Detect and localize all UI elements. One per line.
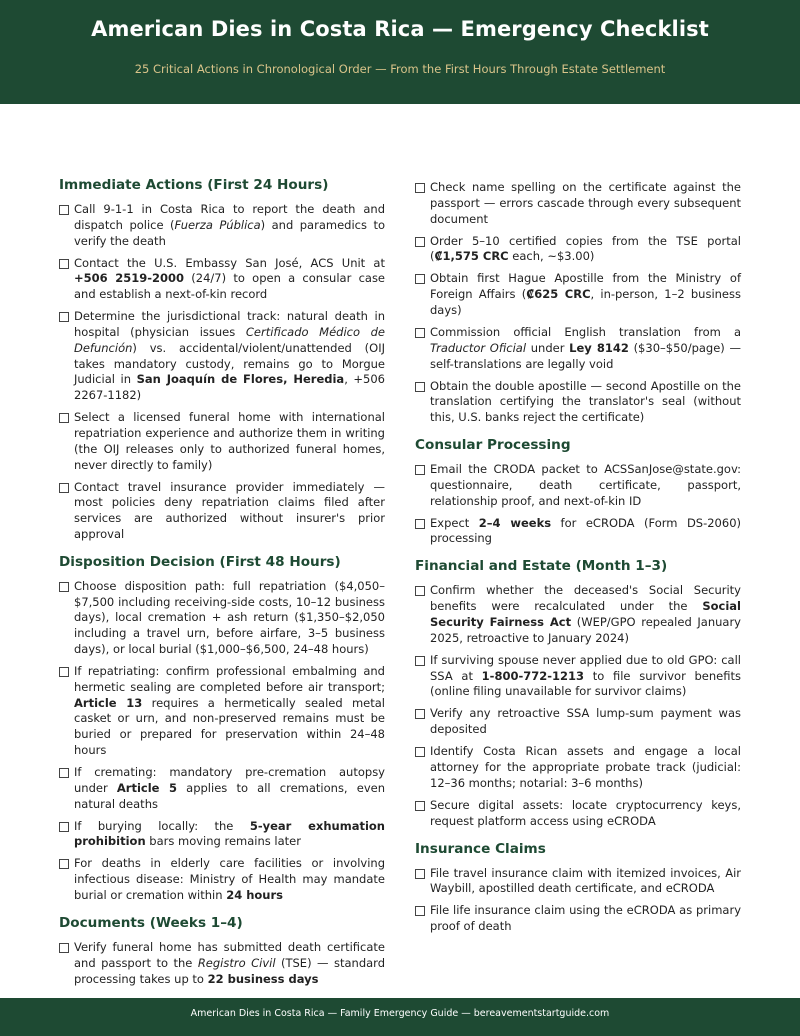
checkbox[interactable] <box>59 205 69 215</box>
checkbox[interactable] <box>59 582 69 592</box>
checkbox[interactable] <box>415 237 425 247</box>
checklist-item: Expect 2–4 weeks for eCRODA (Form DS-2060) processing <box>415 516 741 548</box>
checkbox[interactable] <box>415 519 425 529</box>
checkbox[interactable] <box>59 667 69 677</box>
checklist-item: Secure digital assets: locate cryptocurrency keys, request platform access using eCRODA <box>415 798 741 830</box>
checklist-item: Confirm whether the deceased's Social Security benefits were recalculated under the Social Security Fairness Act (WEP/GPO repealed January 2025, retroactive to January 2024) <box>415 583 741 646</box>
section-immediate-actions: Immediate Actions (First 24 Hours) <box>59 177 329 193</box>
checkbox[interactable] <box>415 382 425 392</box>
checkbox[interactable] <box>59 259 69 269</box>
section-disposition-decision: Disposition Decision (First 48 Hours) <box>59 553 341 570</box>
page-header <box>0 0 800 104</box>
checkbox[interactable] <box>59 822 69 832</box>
checklist-item: Contact travel insurance provider immediately — most policies deny repatriation claims filed after services are authorized without insurer's prior approval <box>59 480 385 543</box>
checklist-item: Check name spelling on the certificate against the passport — errors cascade through every subsequent document <box>415 180 741 227</box>
checkbox[interactable] <box>415 328 425 338</box>
checklist-item: Identify Costa Rican assets and engage a local attorney for the appropriate probate track (judicial: 12–36 months; notarial: 3–6 months) <box>415 744 741 791</box>
checkbox[interactable] <box>415 656 425 666</box>
checklist-item: Obtain the double apostille — second Apostille on the translation certifying the translator's seal (without this, U.S. banks reject the certificate) <box>415 379 741 426</box>
section-documents: Documents (Weeks 1–4) <box>59 914 243 931</box>
checkbox[interactable] <box>59 413 69 423</box>
page-title: American Dies in Costa Rica — Emergency Checklist <box>91 17 709 41</box>
checkbox[interactable] <box>415 274 425 284</box>
checkbox[interactable] <box>59 859 69 869</box>
checklist-item: Contact the U.S. Embassy San José, ACS Unit at +506 2519-2000 (24/7) to open a consular case and establish a next-of-kin record <box>59 256 385 303</box>
checklist-item: For deaths in elderly care facilities or involving infectious disease: Ministry of Health may mandate burial or cremation within 24 hours <box>59 856 385 903</box>
checklist-item: Call 9-1-1 in Costa Rica to report the death and dispatch police (Fuerza Pública) and paramedics to verify the death <box>59 202 385 249</box>
left-column <box>59 176 385 994</box>
checklist-item: Email the CRODA packet to ACSSanJose@state.gov: questionnaire, death certificate, passport, relationship proof, and next-of-kin ID <box>415 462 741 509</box>
checklist-item: If surviving spouse never applied due to old GPO: call SSA at 1-800-772-1213 to file survivor benefits (online filing unavailable for survivor claims) <box>415 653 741 700</box>
section-insurance-claims: Insurance Claims <box>415 840 546 857</box>
checklist-item: If repatriating: confirm professional embalming and hermetic sealing are completed before air transport; Article 13 requires a hermetically sealed metal casket or urn, and non-preserved remains must be buried or prepared for preservation within 24–48 hours <box>59 664 385 759</box>
checklist-item: If cremating: mandatory pre-cremation autopsy under Article 5 applies to all cremations, even natural deaths <box>59 765 385 812</box>
right-column <box>415 180 741 941</box>
checklist-item: If burying locally: the 5-year exhumation prohibition bars moving remains later <box>59 819 385 851</box>
checkbox[interactable] <box>415 801 425 811</box>
checkbox[interactable] <box>415 747 425 757</box>
checklist-item: File travel insurance claim with itemized invoices, Air Waybill, apostilled death certificate, and eCRODA <box>415 866 741 898</box>
checklist-item: Select a licensed funeral home with international repatriation experience and authorize them in writing (the OIJ releases only to authorized funeral homes, never directly to family) <box>59 410 385 473</box>
checkbox[interactable] <box>59 483 69 493</box>
checklist-item: Obtain first Hague Apostille from the Ministry of Foreign Affairs (₡625 CRC, in-person, 1–2 business days) <box>415 271 741 318</box>
checklist-item: Verify any retroactive SSA lump-sum payment was deposited <box>415 706 741 738</box>
section-financial-estate: Financial and Estate (Month 1–3) <box>415 558 668 575</box>
checklist-item: File life insurance claim using the eCRODA as primary proof of death <box>415 903 741 935</box>
checkbox[interactable] <box>415 709 425 719</box>
checklist-item: Commission official English translation from a Traductor Oficial under Ley 8142 ($30–$50/page) — self-translations are legally void <box>415 325 741 372</box>
checkbox[interactable] <box>415 586 425 596</box>
checkbox[interactable] <box>415 869 425 879</box>
checkbox[interactable] <box>59 943 69 953</box>
checkbox[interactable] <box>415 906 425 916</box>
checkbox[interactable] <box>59 312 69 322</box>
checkbox[interactable] <box>415 183 425 193</box>
page-footer: American Dies in Costa Rica — Family Emergency Guide — bereavementstartguide.com <box>0 998 800 1036</box>
checkbox[interactable] <box>59 768 69 778</box>
checklist-item: Order 5–10 certified copies from the TSE portal (₡1,575 CRC each, ~$3.00) <box>415 234 741 266</box>
page-subtitle: 25 Critical Actions in Chronological Order — From the First Hours Through Estate Settlement <box>134 62 666 76</box>
checklist-item: Verify funeral home has submitted death certificate and passport to the Registro Civil (TSE) — standard processing takes up to 22 business days <box>59 940 385 987</box>
checklist-item: Choose disposition path: full repatriation ($4,050–$7,500 including receiving-side costs, 10–12 business days), local cremation + ash return ($1,350–$2,050 including a travel urn, before airfare, 3–5 business days), or local burial ($1,000–$6,500, 24–48 hours) <box>59 579 385 658</box>
section-consular-processing: Consular Processing <box>415 437 571 454</box>
checkbox[interactable] <box>415 465 425 475</box>
checklist-item: Determine the jurisdictional track: natural death in hospital (physician issues Certificado Médico de Defunción) vs. accidental/violent/unattended (OIJ takes mandatory custody, remains go to Morgue Judicial in San Joaquín de Flores, Heredia, +506 2267-1182) <box>59 309 385 404</box>
